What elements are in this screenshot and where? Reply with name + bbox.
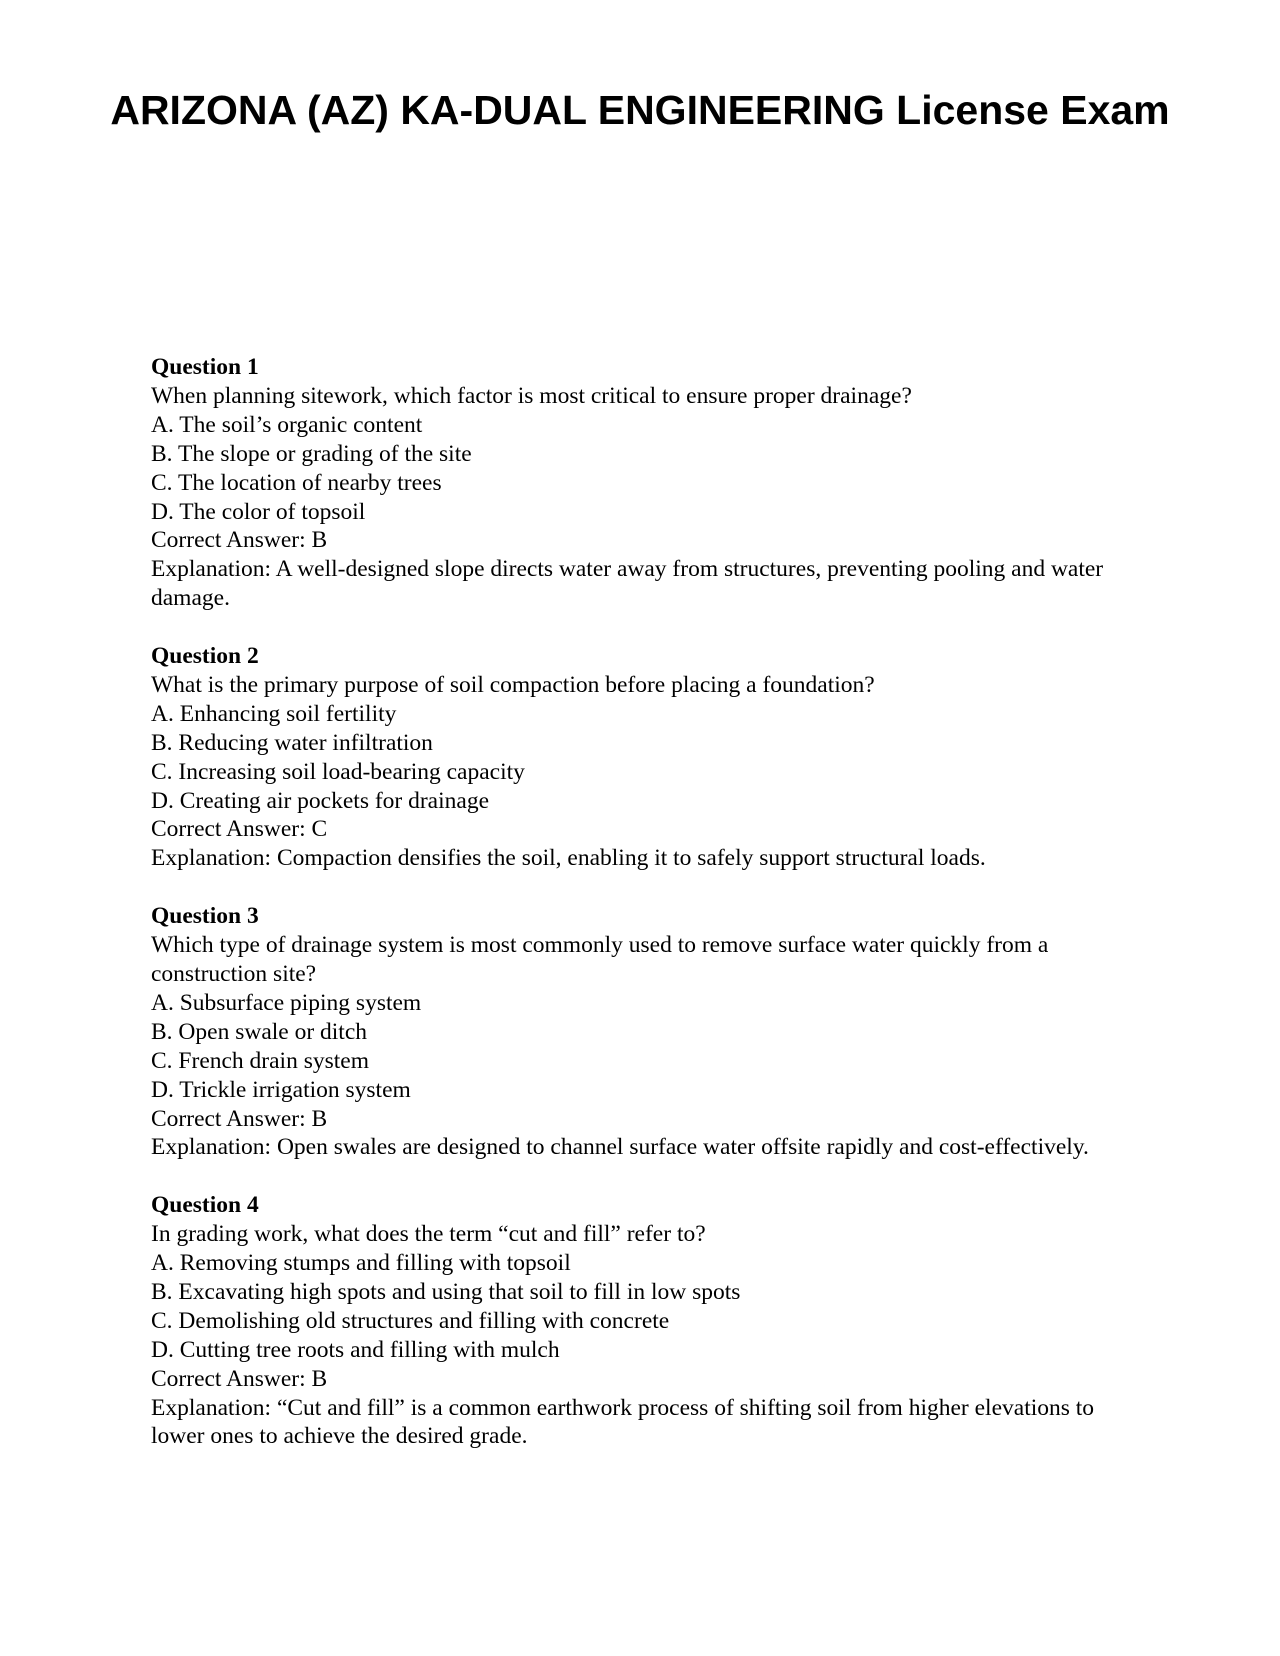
option-a: A. Removing stumps and filling with topsoil (151, 1250, 571, 1277)
option-d: D. Cutting tree roots and filling with mulch (151, 1336, 560, 1363)
explanation: Explanation: “Cut and fill” is a common earthwork process of shifting soil from higher elevations to lower ones to achieve the desired grade. (151, 1394, 1095, 1450)
explanation: Explanation: Compaction densifies the soil, enabling it to safely support structural loads. (151, 845, 986, 872)
correct-answer: Correct Answer: B (151, 1365, 328, 1392)
option-c: C. Increasing soil load-bearing capacity (151, 758, 525, 785)
question-prompt: Which type of drainage system is most commonly used to remove surface water quickly from a construction site? (151, 932, 1049, 987)
option-c: C. French drain system (151, 1047, 369, 1074)
option-a: A. The soil’s organic content (151, 411, 423, 438)
question-1 (151, 353, 1131, 613)
option-a: A. Subsurface piping system (151, 989, 422, 1016)
correct-answer: Correct Answer: B (151, 1105, 328, 1132)
option-b: B. Open swale or ditch (151, 1018, 368, 1045)
question-prompt: What is the primary purpose of soil compaction before placing a foundation? (151, 671, 875, 698)
question-4 (151, 1191, 1131, 1451)
option-b: B. Excavating high spots and using that soil to fill in low spots (151, 1278, 741, 1305)
option-d: D. The color of topsoil (151, 498, 366, 525)
option-c: C. Demolishing old structures and filling with concrete (151, 1307, 670, 1334)
option-d: D. Trickle irrigation system (151, 1076, 411, 1103)
option-d: D. Creating air pockets for drainage (151, 787, 490, 814)
question-heading: Question 3 (151, 903, 259, 930)
option-b: B. Reducing water infiltration (151, 729, 433, 756)
question-2 (151, 642, 1131, 873)
question-heading: Question 2 (151, 643, 259, 670)
question-list (151, 353, 1131, 1480)
option-c: C. The location of nearby trees (151, 469, 442, 496)
question-prompt: In grading work, what does the term “cut and fill” refer to? (151, 1221, 706, 1248)
correct-answer: Correct Answer: C (151, 816, 328, 843)
option-a: A. Enhancing soil fertility (151, 700, 397, 727)
explanation: Explanation: A well-designed slope directs water away from structures, preventing pooling and water damage. (151, 556, 1104, 612)
option-b: B. The slope or grading of the site (151, 440, 472, 467)
question-heading: Question 4 (151, 1192, 259, 1219)
explanation: Explanation: Open swales are designed to channel surface water offsite rapidly and cost-effectively. (151, 1134, 1089, 1161)
document-title: ARIZONA (AZ) KA-DUAL ENGINEERING License Exam (110, 87, 1170, 133)
question-3 (151, 902, 1131, 1162)
correct-answer: Correct Answer: B (151, 527, 328, 554)
question-prompt: When planning sitework, which factor is most critical to ensure proper drainage? (151, 382, 912, 409)
question-heading: Question 1 (151, 354, 259, 380)
